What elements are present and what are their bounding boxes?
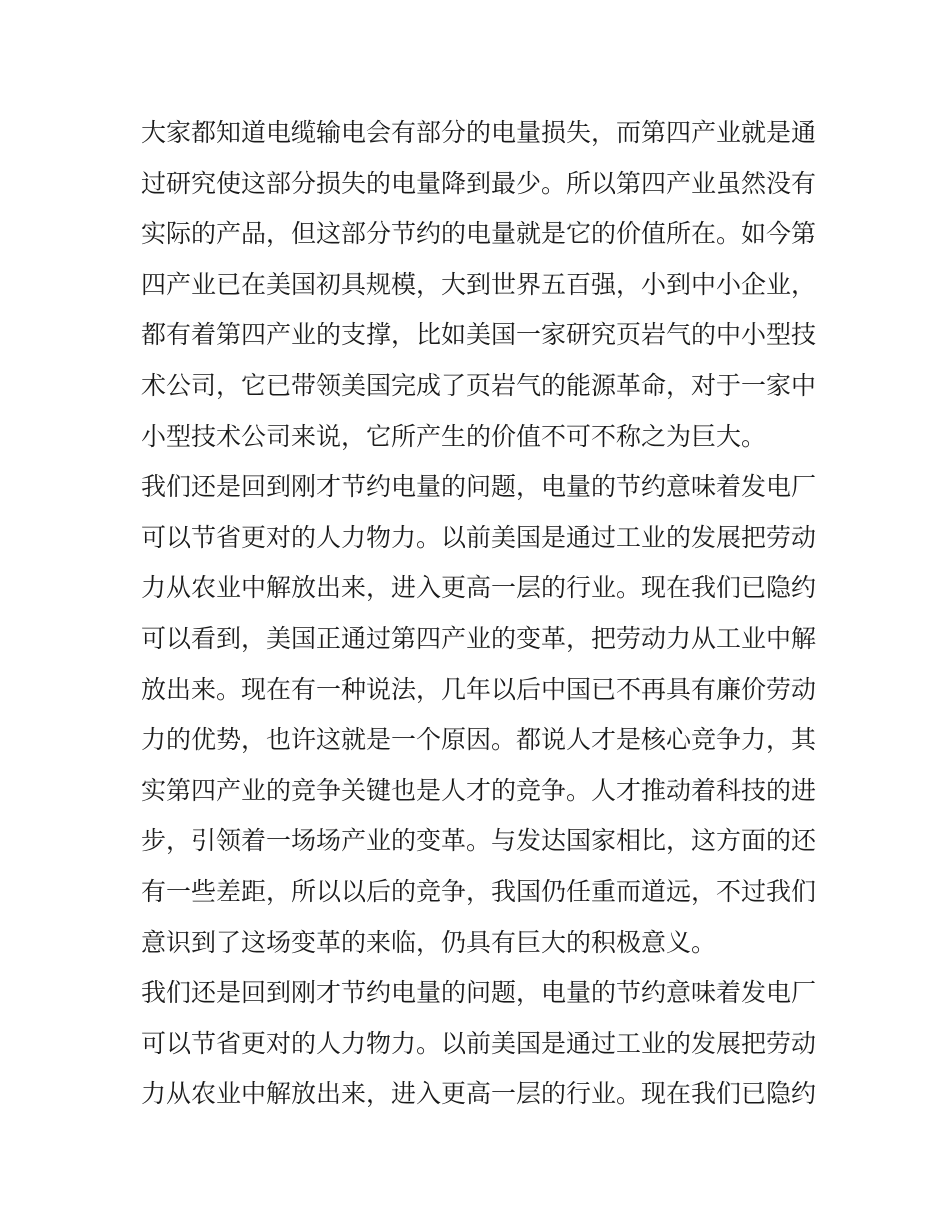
- text-line: 实第四产业的竞争关键也是人才的竞争。人才推动着科技的进: [141, 775, 817, 805]
- text-line: 小型技术公司来说，它所产生的价值不可不称之为巨大。: [141, 421, 767, 451]
- text-line: 放出来。现在有一种说法，几年以后中国已不再具有廉价劳动: [141, 674, 817, 704]
- text-line: 我们还是回到刚才节约电量的问题，电量的节约意味着发电厂: [141, 472, 817, 502]
- text-line: 力从农业中解放出来，进入更高一层的行业。现在我们已隐约: [141, 1079, 817, 1109]
- text-line: 力从农业中解放出来，进入更高一层的行业。现在我们已隐约: [141, 573, 817, 603]
- text-line: 大家都知道电缆输电会有部分的电量损失，而第四产业就是通: [141, 118, 817, 147]
- body-text: [141, 108, 816, 1120]
- text-line: 可以看到，美国正通过第四产业的变革，把劳动力从工业中解: [141, 623, 817, 653]
- text-line: 有一些差距，所以以后的竞争，我国仍任重而道远，不过我们: [141, 876, 817, 906]
- text-line: 术公司，它已带领美国完成了页岩气的能源革命，对于一家中: [141, 370, 817, 400]
- text-line: 可以节省更对的人力物力。以前美国是通过工业的发展把劳动: [141, 1028, 817, 1058]
- text-line: 可以节省更对的人力物力。以前美国是通过工业的发展把劳动: [141, 522, 817, 552]
- text-line: 过研究使这部分损失的电量降到最少。所以第四产业虽然没有: [141, 168, 817, 198]
- text-line: 四产业已在美国初具规模，大到世界五百强，小到中小企业，: [141, 269, 817, 299]
- text-line: 步，引领着一场场产业的变革。与发达国家相比，这方面的还: [141, 826, 817, 856]
- text-line: 都有着第四产业的支撑，比如美国一家研究页岩气的中小型技: [141, 320, 817, 350]
- text-line: 力的优势，也许这就是一个原因。都说人才是核心竞争力，其: [141, 725, 817, 755]
- text-line: 意识到了这场变革的来临，仍具有巨大的积极意义。: [141, 927, 717, 957]
- text-line: 我们还是回到刚才节约电量的问题，电量的节约意味着发电厂: [141, 978, 817, 1008]
- text-line: 实际的产品，但这部分节约的电量就是它的价值所在。如今第: [141, 219, 817, 249]
